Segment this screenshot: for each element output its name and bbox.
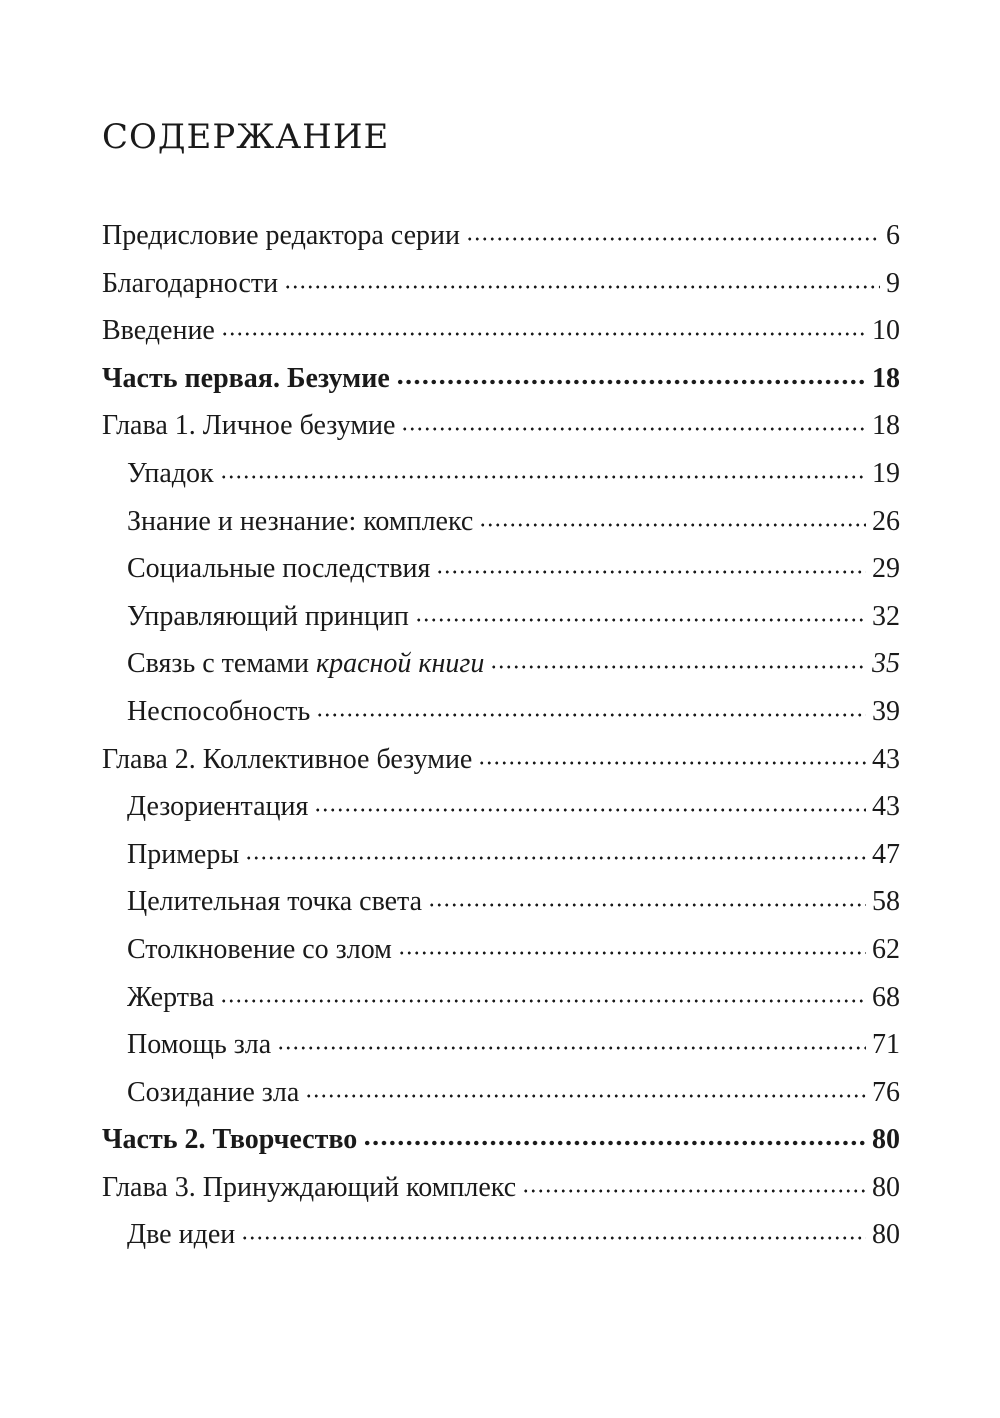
- dot-leader: [245, 855, 866, 861]
- dot-leader: [478, 760, 866, 766]
- toc-entry-page: 80: [872, 1124, 900, 1156]
- toc-section: [102, 640, 900, 688]
- dot-leader: [220, 998, 866, 1004]
- toc-entry-page: 29: [872, 553, 900, 585]
- toc-entry-page: 10: [872, 315, 900, 347]
- toc-entry-page: 58: [872, 886, 900, 918]
- toc-entry-page: 80: [872, 1219, 900, 1251]
- toc-entry-page: 71: [872, 1029, 900, 1061]
- toc-entry-page: 76: [872, 1076, 900, 1108]
- dot-leader: [221, 331, 866, 337]
- toc-section: [102, 688, 900, 736]
- dot-leader: [363, 1140, 866, 1146]
- dot-leader: [401, 426, 866, 432]
- toc-entry-preface: [102, 212, 900, 260]
- dot-leader: [398, 950, 866, 956]
- dot-leader: [436, 569, 866, 575]
- toc-entry-label: Часть первая. Безумие: [102, 362, 390, 394]
- toc-entry-label: Часть 2. Творчество: [102, 1124, 358, 1156]
- dot-leader: [220, 474, 866, 480]
- dot-leader: [284, 284, 880, 290]
- toc-entry-label: Примеры: [127, 838, 240, 870]
- toc-entry-label: Благодарности: [102, 267, 279, 299]
- dot-leader: [314, 807, 866, 813]
- toc-entry-label: [127, 640, 490, 688]
- toc-title: СОДЕРЖАНИЕ: [102, 117, 390, 157]
- toc-section: [102, 974, 900, 1022]
- toc-entry-introduction: [102, 307, 900, 355]
- dot-leader: [277, 1045, 866, 1051]
- toc-entry-page: 39: [872, 695, 900, 727]
- toc-entry-page: 18: [872, 410, 900, 442]
- toc-entry-page: 26: [872, 505, 900, 537]
- toc-part-one: [102, 355, 900, 403]
- toc-entry-label: Знание и незнание: комплекс: [127, 505, 474, 537]
- toc-section: [102, 545, 900, 593]
- toc-entry-page: 6: [886, 220, 900, 251]
- dot-leader: [241, 1235, 866, 1241]
- dot-leader: [490, 664, 866, 670]
- toc-section: [102, 593, 900, 641]
- toc-entry-label-prefix: Связь с темами: [127, 648, 316, 680]
- toc-chapter-2: [102, 736, 900, 784]
- toc-section: [102, 1069, 900, 1117]
- dot-leader: [479, 522, 866, 528]
- toc-entry-page: 68: [872, 981, 900, 1013]
- toc-entry-label: Глава 1. Личное безумие: [102, 410, 396, 442]
- dot-leader: [428, 902, 866, 908]
- toc-entry-label: Упадок: [127, 457, 214, 489]
- dot-leader: [466, 236, 880, 242]
- toc-entry-label: Введение: [102, 315, 215, 347]
- toc-entry-label: Помощь зла: [127, 1029, 272, 1061]
- toc-entry-label: Предисловие редактора серии: [102, 220, 460, 251]
- toc-entry-page: 19: [872, 457, 900, 489]
- toc-section: [102, 783, 900, 831]
- toc-part-two: [102, 1116, 900, 1164]
- toc-entry-label: Социальные последствия: [127, 553, 431, 585]
- toc-entry-acknowledgements: [102, 260, 900, 308]
- toc-section: [102, 498, 900, 546]
- toc-section: [102, 450, 900, 498]
- dot-leader: [316, 712, 866, 718]
- dot-leader: [396, 379, 866, 385]
- toc-section: [102, 1021, 900, 1069]
- toc-entry-page: 62: [872, 933, 900, 965]
- toc-entry-page: 35: [872, 648, 900, 680]
- toc-section: [102, 878, 900, 926]
- toc-section: [102, 1211, 900, 1259]
- dot-leader: [415, 617, 866, 623]
- toc-chapter-3: [102, 1164, 900, 1212]
- toc-entry-label: Две идеи: [127, 1219, 236, 1251]
- toc-entry-label: Глава 2. Коллективное безумие: [102, 743, 473, 775]
- toc-entry-page: 9: [886, 267, 900, 299]
- toc-entry-label: Жертва: [127, 981, 215, 1013]
- toc-entry-label: Дезориентация: [127, 791, 309, 823]
- toc-entry-label: Глава 3. Принуждающий комплекс: [102, 1171, 517, 1203]
- toc-entry-page: 32: [872, 600, 900, 632]
- toc-entry-page: 18: [872, 362, 900, 394]
- toc-entry-label: Неспособность: [127, 695, 311, 727]
- toc-entry-page: 43: [872, 791, 900, 823]
- toc-entry-label: Столкновение со злом: [127, 933, 392, 965]
- toc-entry-page: 80: [872, 1171, 900, 1203]
- toc-entry-label: Созидание зла: [127, 1076, 300, 1108]
- toc-chapter-1: [102, 402, 900, 450]
- toc-section: [102, 831, 900, 879]
- toc-entry-page: 47: [872, 838, 900, 870]
- toc-entry-label: Целительная точка света: [127, 886, 423, 918]
- toc-entry-page: 43: [872, 743, 900, 775]
- toc-section: [102, 926, 900, 974]
- toc-entry-label: Управляющий принцип: [127, 600, 409, 632]
- dot-leader: [305, 1093, 866, 1099]
- dot-leader: [522, 1188, 866, 1194]
- table-of-contents: [102, 212, 900, 1259]
- toc-entry-label-italic: красной книги: [316, 648, 485, 680]
